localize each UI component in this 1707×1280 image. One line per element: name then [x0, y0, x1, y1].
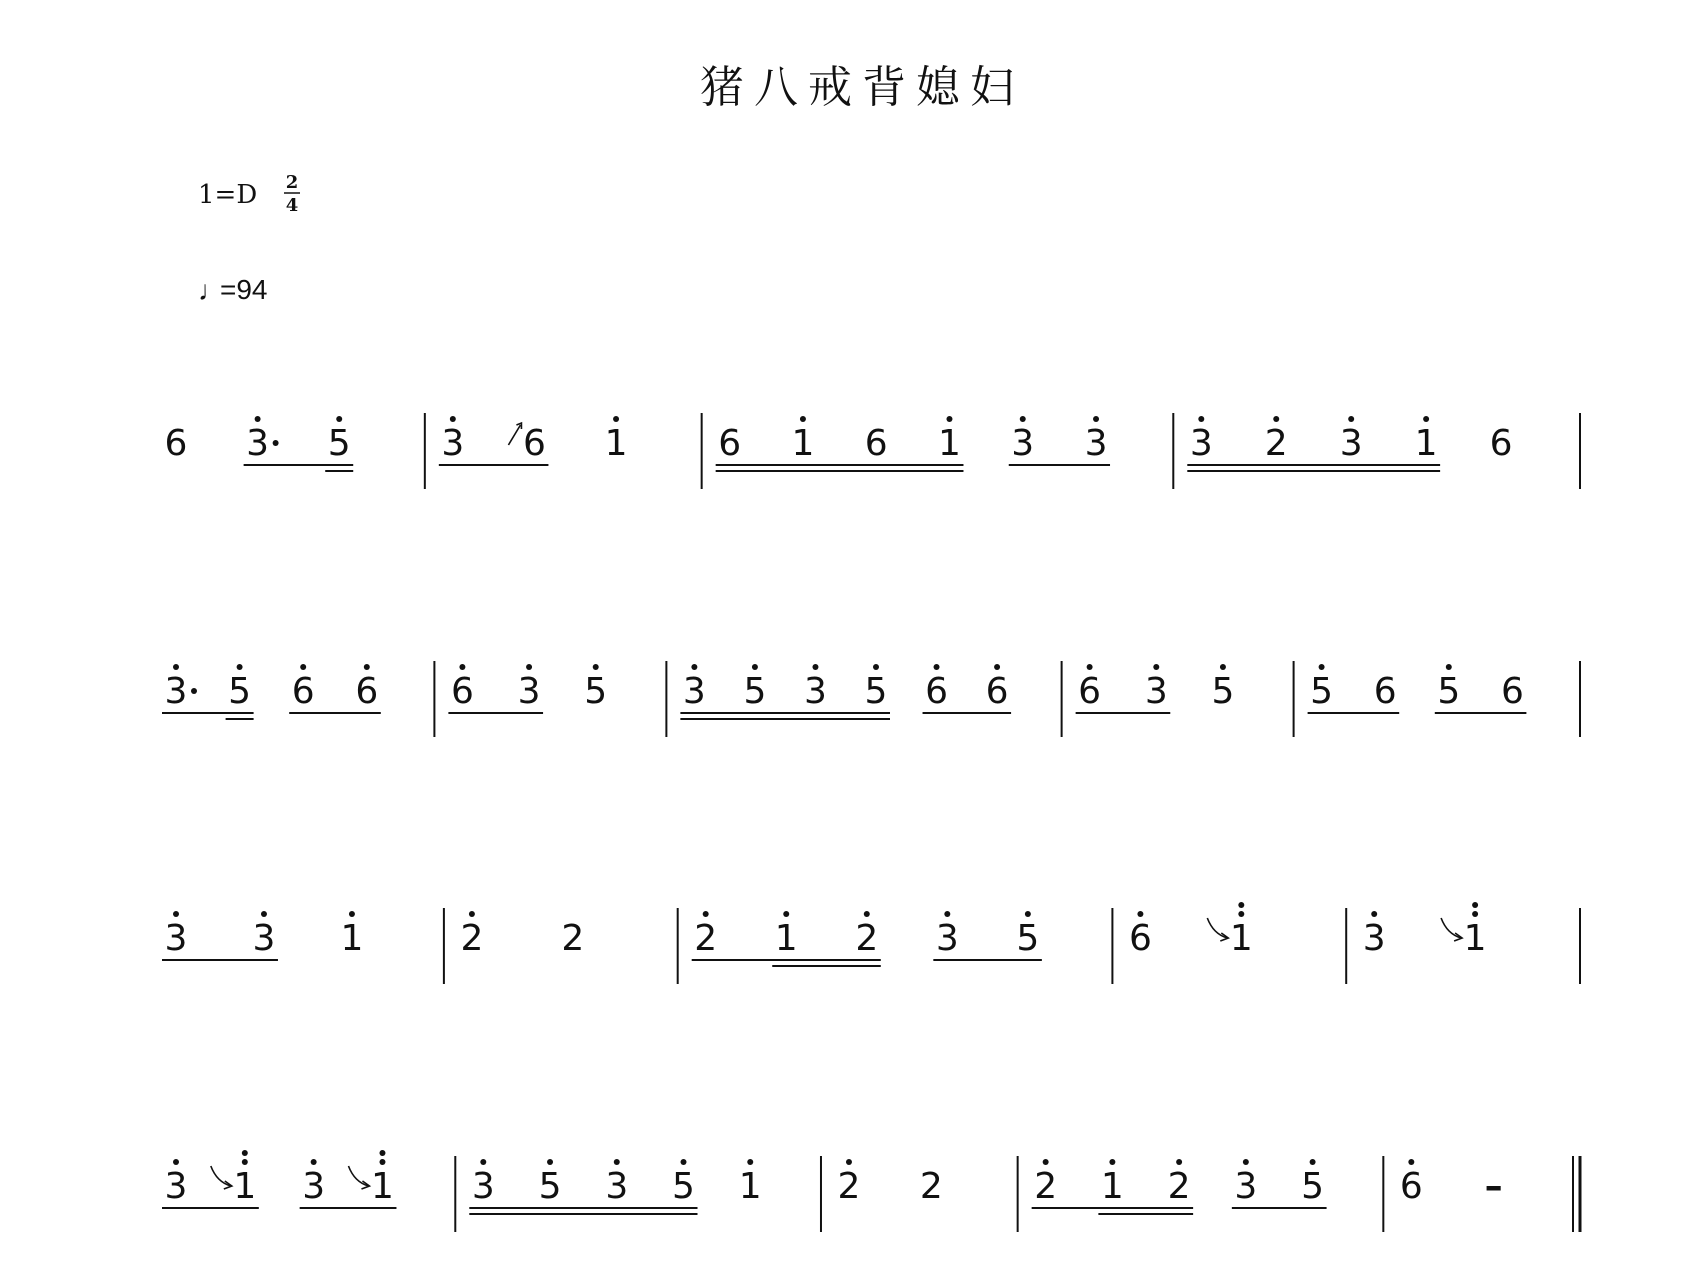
octave-dot — [379, 1159, 385, 1165]
time-signature-numerator: 2 — [285, 172, 299, 193]
measure — [448, 664, 607, 713]
octave-dot — [300, 664, 306, 670]
note: 3 — [1189, 423, 1213, 464]
octave-dot — [1109, 1159, 1115, 1165]
score-row — [165, 413, 1580, 489]
note: 5 — [864, 671, 888, 712]
octave-dot — [1137, 911, 1143, 917]
note: 6 — [355, 671, 379, 712]
note: 6 — [985, 671, 1009, 712]
note: 3 — [164, 671, 188, 712]
note: 5 — [1310, 671, 1334, 712]
octave-dot — [613, 416, 619, 422]
note: 6 — [1078, 671, 1102, 712]
note: 1 — [791, 423, 815, 464]
score-row — [162, 1150, 1580, 1232]
octave-dot — [593, 664, 599, 670]
octave-dot — [242, 1150, 248, 1156]
note: 2 — [460, 918, 484, 959]
note: 3 — [517, 671, 541, 712]
octave-dot — [1243, 1159, 1249, 1165]
note: 2 — [855, 918, 879, 959]
octave-dot — [379, 1150, 385, 1156]
octave-dot — [812, 664, 818, 670]
note: 5 — [672, 1166, 695, 1207]
note: 6 — [1489, 423, 1513, 464]
octave-dot — [450, 416, 456, 422]
note: 1 — [938, 423, 961, 464]
note: 3 — [605, 1166, 629, 1207]
octave-dot — [1348, 416, 1354, 422]
note: 1 — [1100, 1166, 1124, 1207]
measure — [460, 911, 584, 959]
octave-dot — [800, 416, 806, 422]
measure — [1400, 1159, 1503, 1207]
note: 3 — [1144, 671, 1168, 712]
octave-dot — [1446, 664, 1452, 670]
note: 6 — [718, 423, 742, 464]
octave-dot — [349, 911, 355, 917]
note: 3 — [252, 918, 276, 959]
octave-dot — [752, 664, 758, 670]
octave-dot — [364, 664, 370, 670]
note: 5 — [1301, 1166, 1325, 1207]
octave-dot — [946, 416, 952, 422]
octave-dot — [864, 911, 870, 917]
octave-dot — [1408, 1159, 1414, 1165]
octave-dot — [1093, 416, 1099, 422]
note: 3 — [804, 671, 827, 712]
note: 1 — [774, 918, 798, 959]
measure — [1076, 664, 1235, 713]
note: 5 — [1016, 918, 1040, 959]
octave-dot — [526, 664, 532, 670]
octave-dot — [1220, 664, 1226, 670]
octave-dot — [173, 1159, 179, 1165]
measure — [838, 1159, 943, 1207]
octave-dot — [1025, 911, 1031, 917]
octave-dot — [747, 1159, 753, 1165]
augmentation-dot — [191, 688, 197, 694]
measure — [165, 416, 354, 471]
key-signature: 1=D — [198, 180, 258, 210]
measure — [1032, 1159, 1327, 1214]
slide-up-icon — [508, 425, 520, 445]
note: 3 — [471, 1166, 495, 1207]
note: 2 — [1167, 1166, 1191, 1207]
octave-dot — [846, 1159, 852, 1165]
note: 5 — [1437, 671, 1461, 712]
augmentation-dot — [273, 440, 279, 446]
note: 6 — [291, 671, 315, 712]
note: 2 — [561, 918, 585, 959]
octave-dot — [681, 1159, 687, 1165]
score-title: 猪八戒背媳妇 — [700, 62, 1024, 113]
extension-dash: – — [1484, 1166, 1503, 1207]
measure — [162, 911, 363, 960]
note: 2 — [919, 1166, 943, 1207]
note: 3 — [246, 423, 270, 464]
octave-dot — [783, 911, 789, 917]
octave-dot — [459, 664, 465, 670]
octave-dot — [1371, 911, 1377, 917]
note: 6 — [450, 671, 474, 712]
note: 3 — [1362, 918, 1386, 959]
octave-dot — [1423, 416, 1429, 422]
note: 1 — [233, 1166, 257, 1207]
octave-dot — [1472, 911, 1478, 917]
music-body — [162, 413, 1580, 1232]
note: 6 — [1500, 671, 1524, 712]
measure — [692, 911, 1042, 966]
octave-dot — [469, 911, 475, 917]
score-row — [162, 902, 1580, 984]
measure — [162, 664, 381, 719]
note: 1 — [1229, 918, 1253, 959]
octave-dot — [242, 1159, 248, 1165]
score-row — [162, 661, 1580, 737]
note: 3 — [1234, 1166, 1258, 1207]
octave-dot — [703, 911, 709, 917]
measure — [716, 416, 1110, 471]
octave-dot — [1153, 664, 1159, 670]
octave-dot — [1310, 1159, 1316, 1165]
note: 5 — [538, 1166, 562, 1207]
note: 6 — [925, 671, 948, 712]
note: 1 — [1414, 423, 1438, 464]
measure — [1187, 416, 1512, 471]
note: 1 — [738, 1166, 762, 1207]
note: 2 — [694, 918, 718, 959]
octave-dot — [1198, 416, 1204, 422]
measure — [1363, 902, 1487, 959]
note: 3 — [1011, 423, 1035, 464]
note: 6 — [164, 423, 188, 464]
note: 5 — [743, 671, 767, 712]
octave-dot — [1273, 416, 1279, 422]
note: 3 — [441, 423, 465, 464]
note: 3 — [302, 1166, 326, 1207]
note: 5 — [228, 671, 252, 712]
note: 2 — [1264, 423, 1288, 464]
note: 2 — [1034, 1166, 1058, 1207]
measure — [680, 664, 1011, 719]
octave-dot — [173, 911, 179, 917]
note: 6 — [1399, 1166, 1423, 1207]
note: 5 — [327, 423, 351, 464]
octave-dot — [1238, 911, 1244, 917]
octave-dot — [1238, 902, 1244, 908]
quarter-note-icon: ♩ — [198, 275, 226, 306]
note: 3 — [164, 1166, 188, 1207]
octave-dot — [873, 664, 879, 670]
note: 5 — [584, 671, 608, 712]
note: 3 — [682, 671, 706, 712]
octave-dot — [1319, 664, 1325, 670]
note: 3 — [1084, 423, 1108, 464]
note: 6 — [1373, 671, 1397, 712]
note: 3 — [164, 918, 188, 959]
octave-dot — [691, 664, 697, 670]
octave-dot — [614, 1159, 620, 1165]
time-signature-denominator: 4 — [285, 195, 299, 216]
note: 6 — [864, 423, 888, 464]
octave-dot — [1043, 1159, 1049, 1165]
tempo-marking: =94 — [220, 274, 268, 305]
octave-dot — [261, 911, 267, 917]
note: 5 — [1211, 671, 1235, 712]
octave-dot — [944, 911, 950, 917]
note: 2 — [837, 1166, 861, 1207]
note: 1 — [1463, 918, 1487, 959]
octave-dot — [547, 1159, 553, 1165]
octave-dot — [480, 1159, 486, 1165]
octave-dot — [237, 664, 243, 670]
octave-dot — [336, 416, 342, 422]
note: 3 — [935, 918, 959, 959]
measure — [469, 1159, 761, 1214]
note: 1 — [604, 423, 628, 464]
octave-dot — [173, 664, 179, 670]
octave-dot — [311, 1159, 317, 1165]
measure — [162, 1150, 396, 1208]
octave-dot — [255, 416, 261, 422]
note: 6 — [1128, 918, 1152, 959]
octave-dot — [1087, 664, 1093, 670]
note: 3 — [1339, 423, 1363, 464]
measure — [1308, 664, 1527, 713]
octave-dot — [1472, 902, 1478, 908]
note: 6 — [522, 423, 546, 464]
octave-dot — [934, 664, 940, 670]
measure — [439, 416, 628, 465]
octave-dot — [1176, 1159, 1182, 1165]
note: 1 — [371, 1166, 394, 1207]
octave-dot — [1020, 416, 1026, 422]
note: 1 — [340, 918, 364, 959]
measure — [1129, 902, 1253, 959]
octave-dot — [994, 664, 1000, 670]
